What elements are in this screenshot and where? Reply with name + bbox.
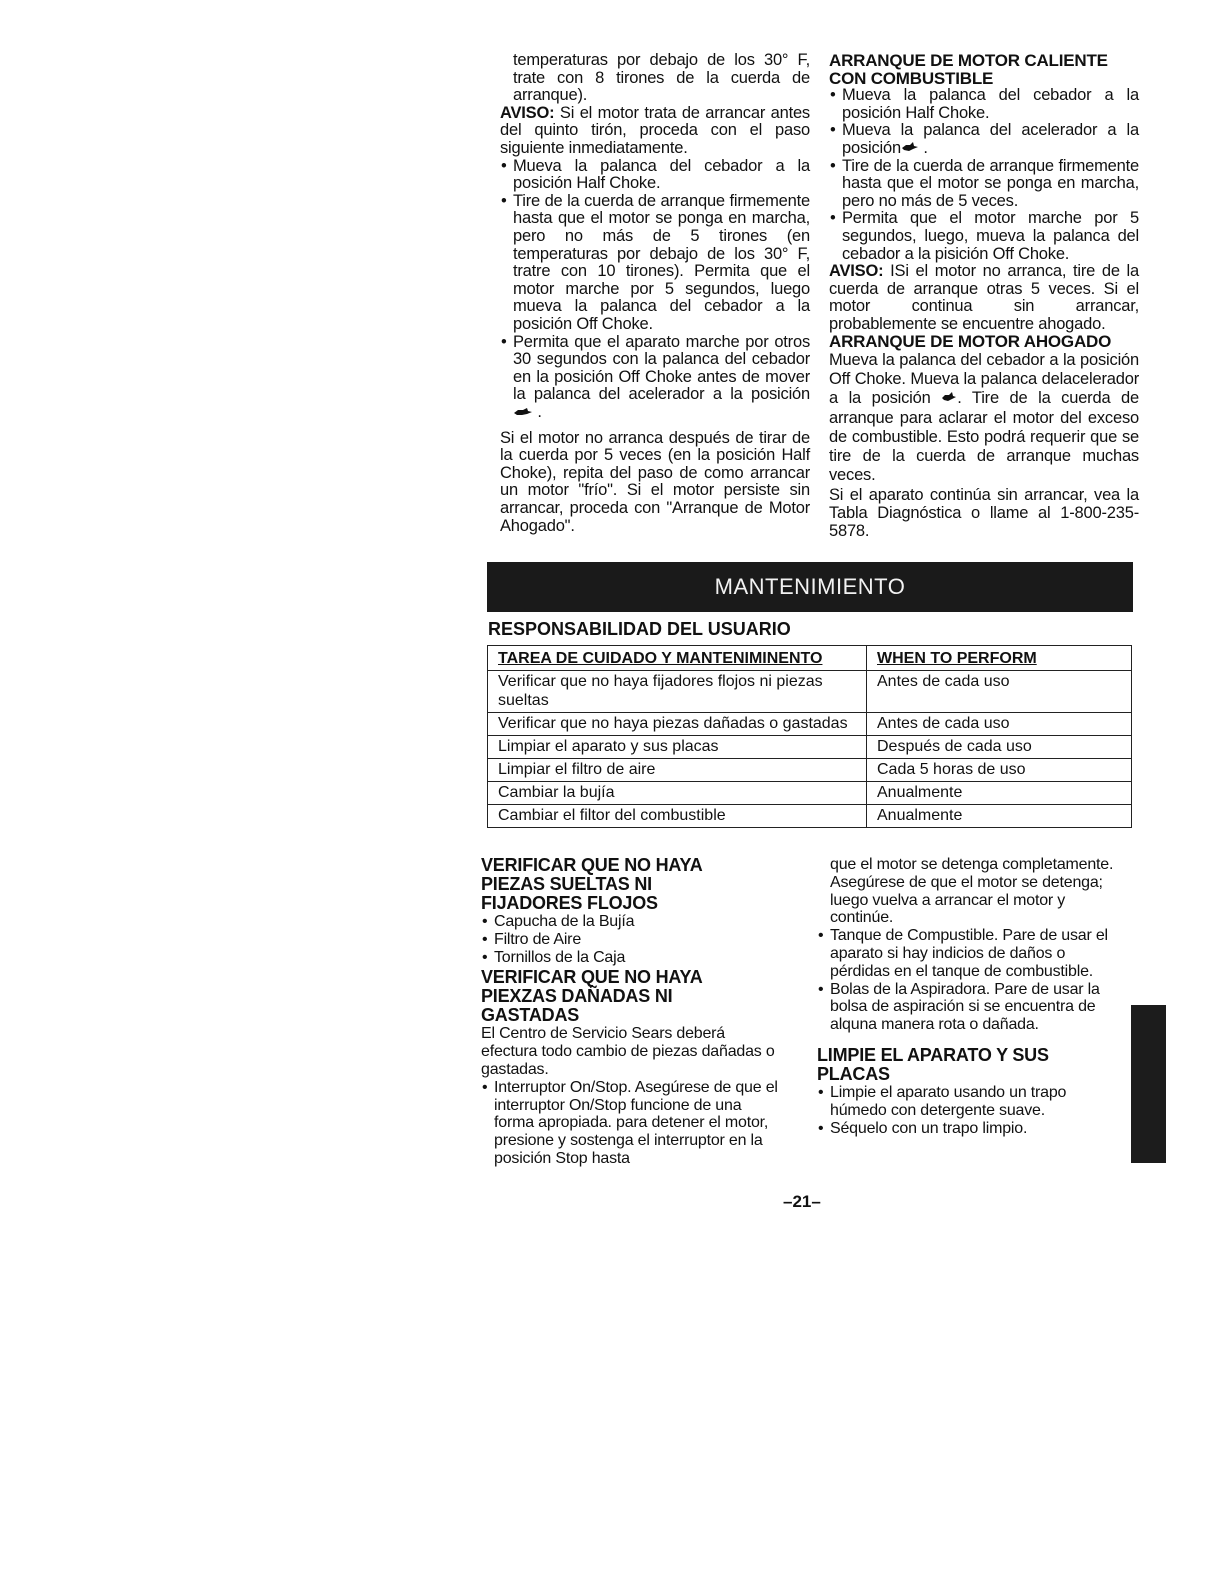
table-row bbox=[488, 736, 1132, 759]
aviso-text: ISi el motor no arranca, tire de la cuerda de arranque otras 5 veces. Si el motor continua sin arrancar, probablemente se encuentre ahogado. bbox=[829, 262, 1139, 333]
table-cell-task: Cambiar la bujía bbox=[488, 782, 867, 805]
list-item: • Tornillos de la Caja bbox=[481, 949, 781, 967]
list-item-text: Mueva la palanca del acelerador a la posición bbox=[842, 121, 1139, 157]
closing-paragraph: Si el motor no arranca después de tirar de la cuerda por 5 veces (en la posición Half Choke), repita del paso de como arrancar un motor "frío". Si el motor persiste sin arrancar, proceda con "Arranque de Motor Ahogado". bbox=[500, 428, 810, 535]
list-item-text: Permita que el aparato marche por otros 30 segundos con la palanca del cebador en la posición Off Choke antes de mover la palanca del acelerador a la posición bbox=[513, 332, 810, 404]
continuation-paragraph: que el motor se detenga completamente. Asegúrese de que el motor se detenga; luego vuelva a arrancar el motor y continúe. bbox=[830, 856, 1114, 927]
damaged-paragraph: El Centro de Servicio Sears deberá efectura todo cambio de piezas dañadas o gastadas. bbox=[481, 1025, 775, 1078]
list-item: • Tanque de Compustible. Pare de usar el aparato si hay indicios de daños o pérdidas en el tanque de combustible. bbox=[817, 927, 1120, 980]
column-header-task: TAREA DE CUIDADO Y MANTENIMINENTO bbox=[488, 646, 867, 671]
clean-steps-list bbox=[817, 1084, 1127, 1137]
list-item: • Permita que el aparato marche por otros 30 segundos con la palanca del cebador en la posición Off Choke antes de mover la palanca del acelerador a la posición . bbox=[500, 334, 810, 422]
table-row bbox=[488, 713, 1132, 736]
column-header-when: WHEN TO PERFORM bbox=[867, 646, 1132, 671]
intro-text: temperaturas por debajo de los 30° F, trate con 8 tirones de la cuerda de arranque). bbox=[513, 51, 810, 105]
rabbit-icon bbox=[513, 404, 533, 422]
maintenance-table bbox=[487, 645, 1132, 828]
page-number: –21– bbox=[783, 1192, 821, 1211]
list-item: • Filtro de Aire bbox=[481, 931, 781, 949]
closing-paragraph: Si el aparato continúa sin arrancar, vea la Tabla Diagnóstica o llame al 1-800-235-5878. bbox=[829, 486, 1139, 540]
rabbit-icon bbox=[901, 140, 919, 158]
table-cell-when: Anualmente bbox=[867, 782, 1132, 805]
heading-flooded-start: ARRANQUE DE MOTOR AHOGADO bbox=[829, 332, 1112, 352]
table-row bbox=[488, 671, 1132, 713]
list-item: • Mueva la palanca del cebador a la posición Half Choke. bbox=[500, 158, 810, 193]
list-item: • Tire de la cuerda de arranque firmemente hasta que el motor se ponga en marcha, pero no más de 5 veces. bbox=[829, 158, 1139, 211]
hot-start-list bbox=[829, 87, 1139, 263]
heading-hot-start: ARRANQUE DE MOTOR CALIENTE CON COMBUSTIBLE bbox=[829, 51, 1108, 88]
table-heading: RESPONSABILIDAD DEL USUARIO bbox=[488, 619, 791, 639]
heading-clean-unit: LIMPIE EL APARATO Y SUS PLACAS bbox=[817, 1044, 1049, 1084]
list-item: • Bolas de la Aspiradora. Pare de usar la bolsa de aspiración si se encuentra de alquna manera rota o dañada. bbox=[817, 981, 1130, 1034]
heading-damaged-parts: VERIFICAR QUE NO HAYA PIEXZAS DAÑADAS NI GASTADAS bbox=[481, 967, 702, 1026]
table-row bbox=[488, 805, 1132, 828]
aviso-label: AVISO: bbox=[500, 103, 555, 122]
heading-loose-parts: VERIFICAR QUE NO HAYA PIEZAS SUELTAS NI FIJADORES FLOJOS bbox=[481, 855, 702, 913]
flooded-text-b: . Tire de la cuerda de arranque para aclarar el motor del exceso de combustible. Esto podrá requerir que se tire de la cuerda de arranque muchas veces. bbox=[829, 389, 1139, 485]
flooded-text-a: Mueva la palanca del cebador a la posición Off Choke. Mueva la palanca delacelerador a la posición bbox=[829, 350, 1139, 408]
table-cell-task: Cambiar el filtor del combustible bbox=[488, 805, 867, 828]
aviso-paragraph bbox=[500, 105, 810, 158]
damaged-parts-list bbox=[481, 1079, 781, 1168]
list-item: • Permita que el motor marche por 5 segundos, luego, mueva la palanca del cebador a la pisición Off Choke. bbox=[829, 210, 1139, 263]
list-item: • Interruptor On/Stop. Asegúrese de que el interruptor On/Stop funcione de una forma apropiada. para detener el motor, presione y sostenga el interruptor en la posición Stop hasta bbox=[481, 1079, 784, 1168]
left-column-bottom bbox=[481, 856, 781, 1168]
table-cell-when: Cada 5 horas de uso bbox=[867, 759, 1132, 782]
flooded-paragraph bbox=[829, 351, 1139, 485]
loose-parts-list bbox=[481, 913, 781, 966]
left-column-top bbox=[500, 52, 810, 535]
aviso-label: AVISO: bbox=[829, 262, 884, 281]
aviso-text: Si el motor trata de arrancar antes del quinto tirón, proceda con el paso siguiente inmediatamente. bbox=[500, 103, 810, 157]
table-cell-when: Antes de cada uso bbox=[867, 671, 1132, 713]
right-column-bottom bbox=[817, 856, 1127, 1137]
table-cell-task: Verificar que no haya piezas dañadas o gastadas bbox=[488, 713, 867, 736]
right-column-top bbox=[829, 52, 1139, 540]
start-steps-list bbox=[500, 158, 810, 422]
damaged-checks-list bbox=[817, 927, 1127, 1034]
table-cell-when: Anualmente bbox=[867, 805, 1132, 828]
list-item: • Mueva la palanca del acelerador a la posición . bbox=[829, 122, 1139, 157]
table-cell-when: Después de cada uso bbox=[867, 736, 1132, 759]
aviso-paragraph bbox=[829, 263, 1139, 333]
list-item: • Capucha de la Bujía bbox=[481, 913, 781, 931]
table-header-row bbox=[488, 646, 1132, 671]
table-cell-task: Verificar que no haya fijadores flojos ni piezas sueltas bbox=[488, 671, 867, 713]
table-row bbox=[488, 759, 1132, 782]
list-item: • Mueva la palanca del cebador a la posición Half Choke. bbox=[829, 87, 1139, 122]
table-cell-task: Limpiar el filtro de aire bbox=[488, 759, 867, 782]
side-tab-marker bbox=[1131, 1005, 1166, 1163]
table-cell-when: Antes de cada uso bbox=[867, 713, 1132, 736]
list-item: • Séquelo con un trapo limpio. bbox=[817, 1120, 1127, 1138]
list-item: • Limpie el aparato usando un trapo húmedo con detergente suave. bbox=[817, 1084, 1120, 1120]
section-banner: MANTENIMIENTO bbox=[487, 562, 1133, 612]
table-row bbox=[488, 782, 1132, 805]
rabbit-icon bbox=[941, 389, 957, 408]
list-item: • Tire de la cuerda de arranque firmemente hasta que el motor se ponga en marcha, pero no más de 5 tirones (en temperaturas por debajo de los 30° F, tratre con 10 tirones). Permita que el motor marche por 5 segundos, luego mueva la palanca del cebador a la posición Off Choke. bbox=[500, 193, 810, 334]
table-cell-task: Limpiar el aparato y sus placas bbox=[488, 736, 867, 759]
